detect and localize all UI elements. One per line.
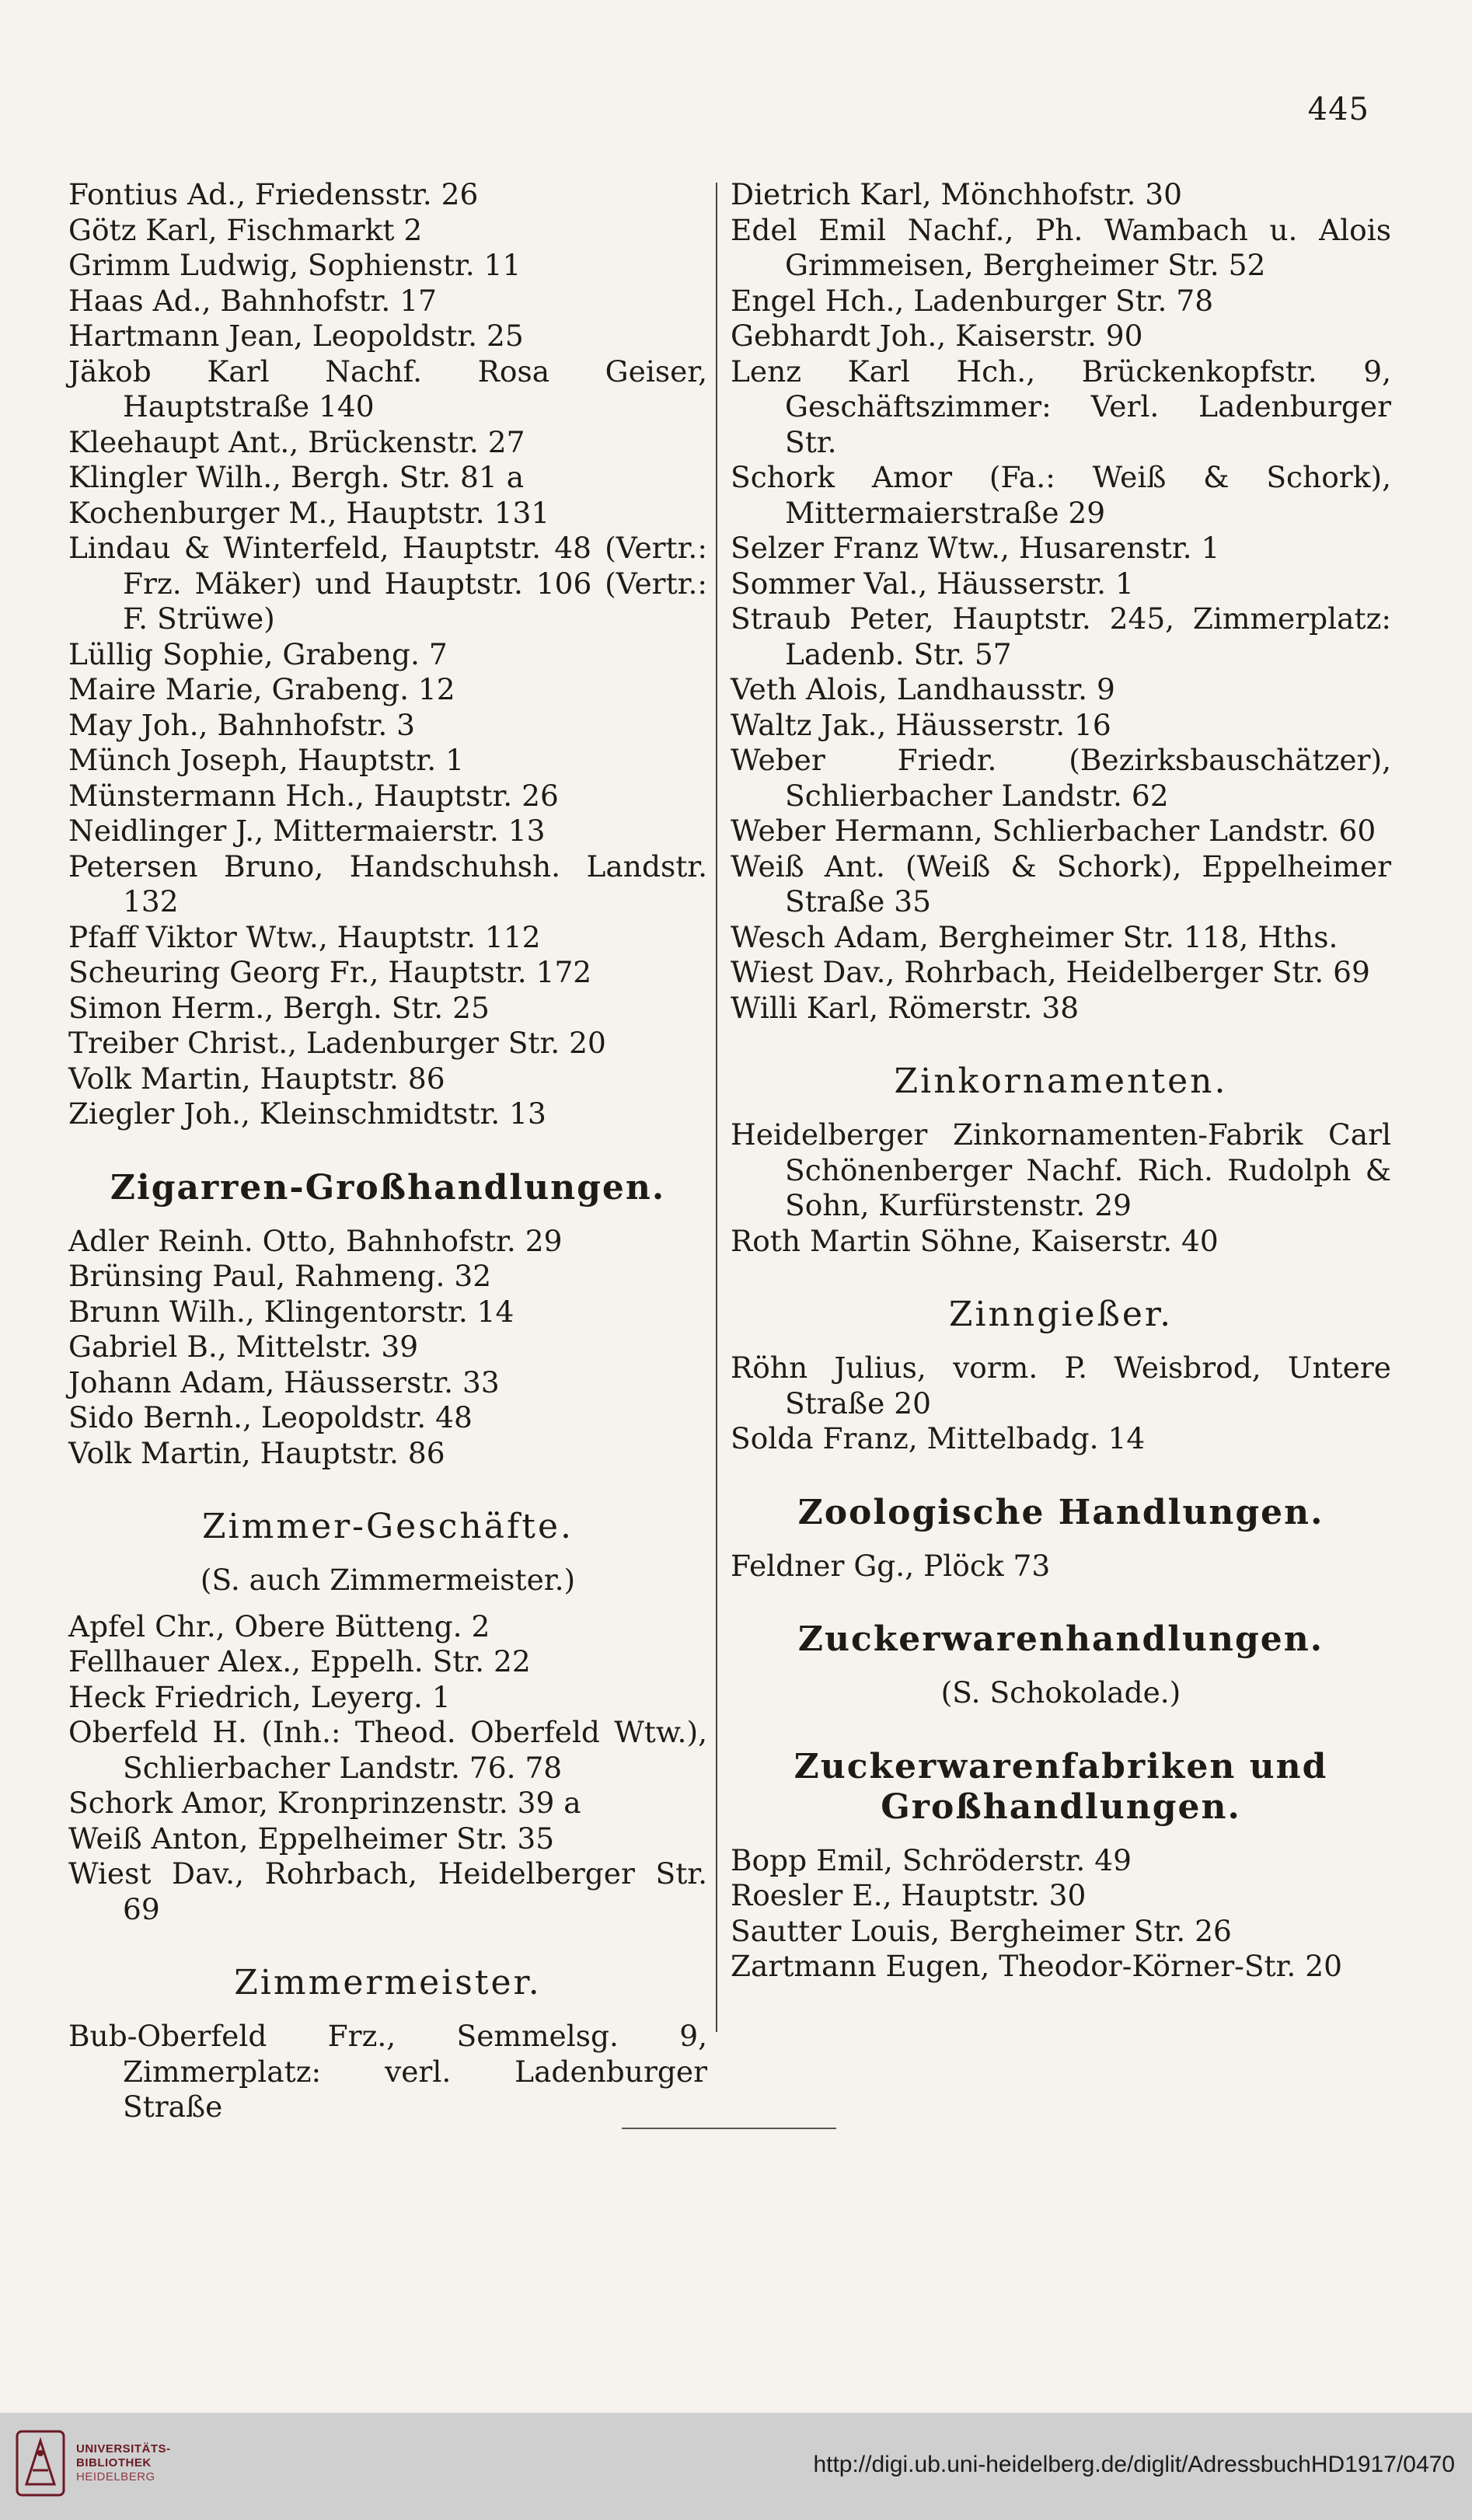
directory-entry: Hartmann Jean, Leopoldstr. 25 bbox=[68, 319, 524, 353]
directory-entry: Roth Martin Söhne, Kaiserstr. 40 bbox=[731, 1223, 1219, 1258]
directory-entry: Lindau & Winterfeld, Hauptstr. 48 (Vertr.: Frz. Mäker) und Hauptstr. 106 (Vertr.: F. Strüwe) bbox=[68, 531, 707, 636]
directory-entry: Weber Friedr. (Bezirksbauschätzer), Schlierbacher Landstr. 62 bbox=[731, 743, 1391, 813]
directory-entry: Lenz Karl Hch., Brückenkopfstr. 9, Geschäftszimmer: Verl. Ladenburger Str. bbox=[731, 354, 1391, 459]
directory-entry: Götz Karl, Fischmarkt 2 bbox=[68, 212, 423, 247]
section-heading: Zinngießer. bbox=[948, 1295, 1174, 1334]
directory-entry: Grimm Ludwig, Sophienstr. 11 bbox=[68, 248, 521, 282]
trade-section bbox=[731, 1061, 1391, 1259]
directory-entry: Treiber Christ., Ladenburger Str. 20 bbox=[68, 1026, 606, 1060]
directory-entry: Weiß Ant. (Weiß & Schork), Eppelheimer Straße 35 bbox=[731, 849, 1391, 918]
directory-entry: Willi Karl, Römerstr. 38 bbox=[731, 990, 1080, 1025]
directory-entry: Feldner Gg., Plöck 73 bbox=[731, 1548, 1051, 1583]
trade-section bbox=[68, 1168, 707, 1472]
directory-entry: Edel Emil Nachf., Ph. Wambach u. Alois Grimmeisen, Bergheimer Str. 52 bbox=[731, 212, 1391, 282]
trade-section bbox=[68, 1507, 707, 1927]
directory-entry: Lüllig Sophie, Grabeng. 7 bbox=[68, 636, 448, 671]
directory-entry: Brünsing Paul, Rahmeng. 32 bbox=[68, 1259, 492, 1293]
directory-entry: Solda Franz, Mittelbadg. 14 bbox=[731, 1421, 1146, 1455]
directory-entry: Roesler E., Hauptstr. 30 bbox=[731, 1878, 1087, 1912]
directory-entry: Neidlinger J., Mittermaierstr. 13 bbox=[68, 814, 546, 848]
section-heading: Zimmer-Geschäfte. bbox=[201, 1507, 574, 1546]
directory-entry: Klingler Wilh., Bergh. Str. 81 a bbox=[68, 460, 525, 494]
section-heading: Zuckerwarenfabriken und Großhandlungen. bbox=[794, 1746, 1328, 1827]
trade-section bbox=[731, 1619, 1391, 1711]
directory-entry: Engel Hch., Ladenburger Str. 78 bbox=[731, 283, 1214, 318]
library-logo[interactable] bbox=[16, 2430, 171, 2497]
trade-section bbox=[731, 1493, 1391, 1584]
directory-entry: Münch Joseph, Hauptstr. 1 bbox=[68, 743, 464, 777]
directory-entry: Sautter Louis, Bergheimer Str. 26 bbox=[731, 1913, 1232, 1948]
directory-entry: Volk Martin, Hauptstr. 86 bbox=[68, 1435, 445, 1470]
directory-entry: Schork Amor, Kronprinzenstr. 39 a bbox=[68, 1786, 581, 1820]
directory-entry: Jäkob Karl Nachf. Rosa Geiser, Hauptstraße 140 bbox=[68, 354, 707, 423]
directory-entry: Röhn Julius, vorm. P. Weisbrod, Untere Straße 20 bbox=[731, 1351, 1391, 1420]
directory-entry: Scheuring Georg Fr., Hauptstr. 172 bbox=[68, 955, 592, 989]
source-url[interactable]: http://digi.ub.uni-heidelberg.de/diglit/AdressbuchHD1917/0470 bbox=[813, 2452, 1455, 2477]
directory-entry: Heck Friedrich, Leyerg. 1 bbox=[68, 1679, 451, 1714]
directory-entry: Waltz Jak., Häusserstr. 16 bbox=[731, 707, 1111, 742]
directory-entry: Fontius Ad., Friedensstr. 26 bbox=[68, 177, 479, 211]
directory-entry: Münstermann Hch., Hauptstr. 26 bbox=[68, 778, 559, 813]
directory-entry: Pfaff Viktor Wtw., Hauptstr. 112 bbox=[68, 919, 541, 954]
section-heading: Zimmermeister. bbox=[234, 1963, 542, 2002]
directory-entry: Haas Ad., Bahnhofstr. 17 bbox=[68, 283, 437, 318]
section-heading: Zinkornamenten. bbox=[894, 1061, 1228, 1101]
section-heading: Zuckerwarenhandlungen. bbox=[797, 1619, 1324, 1659]
directory-entry: Veth Alois, Landhausstr. 9 bbox=[731, 672, 1115, 706]
directory-entry: Selzer Franz Wtw., Husarenstr. 1 bbox=[731, 531, 1220, 565]
university-seal-icon bbox=[16, 2430, 65, 2497]
section-heading: Zoologische Handlungen. bbox=[797, 1492, 1324, 1532]
directory-entry: Schork Amor (Fa.: Weiß & Schork), Mittermaierstraße 29 bbox=[731, 460, 1391, 530]
directory-entry: Apfel Chr., Obere Bütteng. 2 bbox=[68, 1609, 490, 1643]
directory-entry: Wiest Dav., Rohrbach, Heidelberger Str. 69 bbox=[731, 955, 1370, 989]
directory-entry: Kochenburger M., Hauptstr. 131 bbox=[68, 495, 550, 530]
left-column bbox=[68, 177, 707, 2125]
directory-entry: Maire Marie, Grabeng. 12 bbox=[68, 672, 455, 706]
directory-entry: Fellhauer Alex., Eppelh. Str. 22 bbox=[68, 1644, 531, 1678]
trade-section bbox=[731, 1295, 1391, 1457]
directory-entry: Heidelberger Zinkornamenten-Fabrik Carl Schönenberger Nachf. Rich. Rudolph & Sohn, Kurfürstenstr. 29 bbox=[731, 1117, 1391, 1222]
directory-entry: Weber Hermann, Schlierbacher Landstr. 60 bbox=[731, 814, 1376, 848]
directory-entry: Kleehaupt Ant., Brückenstr. 27 bbox=[68, 424, 525, 459]
trade-section bbox=[731, 1747, 1391, 1985]
directory-entry: Johann Adam, Häusserstr. 33 bbox=[68, 1365, 500, 1399]
directory-entry: Gabriel B., Mittelstr. 39 bbox=[68, 1330, 419, 1364]
directory-entry: Sido Bernh., Leopoldstr. 48 bbox=[68, 1400, 473, 1434]
directory-entry: Gebhardt Joh., Kaiserstr. 90 bbox=[731, 319, 1143, 353]
viewer-footer bbox=[0, 2413, 1472, 2520]
section-note: (S. Schokolade.) bbox=[940, 1675, 1181, 1710]
directory-entry: Bub-Oberfeld Frz., Semmelsg. 9, Zimmerplatz: verl. Ladenburger Straße bbox=[68, 2019, 707, 2124]
trade-section bbox=[68, 1963, 707, 2125]
section-note: (S. auch Zimmermeister.) bbox=[200, 1563, 576, 1597]
directory-entry: Wesch Adam, Bergheimer Str. 118, Hths. bbox=[731, 919, 1338, 954]
logo-line-1: UNIVERSITÄTS- bbox=[76, 2442, 171, 2456]
directory-entry: Weiß Anton, Eppelheimer Str. 35 bbox=[68, 1821, 555, 1856]
column-divider bbox=[716, 183, 717, 2032]
page-end-rule bbox=[622, 2128, 836, 2129]
directory-entry: Volk Martin, Hauptstr. 86 bbox=[68, 1061, 445, 1096]
directory-entry: Simon Herm., Bergh. Str. 25 bbox=[68, 990, 490, 1025]
page-number: 445 bbox=[1307, 92, 1369, 127]
section-heading: Zigarren-Großhandlungen. bbox=[110, 1167, 666, 1208]
directory-entry: Bopp Emil, Schröderstr. 49 bbox=[731, 1842, 1132, 1877]
logo-line-2: BIBLIOTHEK bbox=[76, 2456, 152, 2469]
directory-entry: Adler Reinh. Otto, Bahnhofstr. 29 bbox=[68, 1223, 563, 1258]
directory-entry: Brunn Wilh., Klingentorstr. 14 bbox=[68, 1294, 515, 1329]
right-column bbox=[731, 177, 1391, 1985]
directory-entry: Dietrich Karl, Mönchhofstr. 30 bbox=[731, 177, 1183, 211]
directory-entry: Zartmann Eugen, Theodor-Körner-Str. 20 bbox=[731, 1949, 1342, 1983]
logo-line-3: HEIDELBERG bbox=[76, 2470, 155, 2483]
directory-entry: Sommer Val., Häusserstr. 1 bbox=[731, 566, 1134, 601]
directory-entry: Wiest Dav., Rohrbach, Heidelberger Str. 69 bbox=[68, 1856, 707, 1926]
directory-entry: Ziegler Joh., Kleinschmidtstr. 13 bbox=[68, 1096, 546, 1131]
directory-entry: Straub Peter, Hauptstr. 245, Zimmerplatz: Ladenb. Str. 57 bbox=[731, 601, 1391, 671]
directory-entry: Petersen Bruno, Handschuhsh. Landstr. 132 bbox=[68, 849, 707, 918]
directory-entry: May Joh., Bahnhofstr. 3 bbox=[68, 707, 416, 742]
directory-entry: Oberfeld H. (Inh.: Theod. Oberfeld Wtw.), Schlierbacher Landstr. 76. 78 bbox=[68, 1715, 707, 1785]
